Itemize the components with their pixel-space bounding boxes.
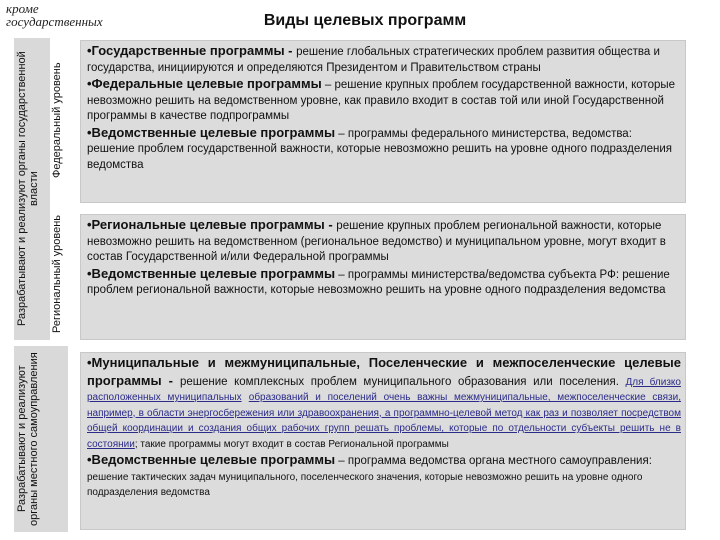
municipal-item2-head: •Ведомственные целевые программы — [87, 452, 336, 467]
federal-item2-text: – решение крупных проблем государственной важности, которые невозможно решить на ведомственном уровне, как правило входит в состав той или иной Государственной программы в качестве подпрограммы — [87, 79, 676, 122]
regional-block — [80, 214, 686, 340]
federal-item3-text: – программы федерального министерства, ведомства: решение проблем государственной важности, которые невозможно решить на уровне одного подразделения ведомства — [87, 127, 672, 171]
page-title: Виды целевых программ — [263, 12, 467, 29]
municipal-block — [80, 352, 686, 530]
corner-note-line1: кроме — [6, 1, 39, 16]
municipal-item1-small: образований и поселений очень важны межмуниципальные, межпоселенческие связи, например, в области энергосбережения или здравоохранения, а программно-целевой метод как раз и позволяет посредством общей координации и создания общих рабочих групп решать проблемы, которые по отдельности субъекты решить не в состоянии — [87, 392, 681, 450]
corner-note-line2: государственных — [6, 14, 103, 29]
municipal-item2-small: решение тактических задач муниципального, поселенческого значения, которые невозможно решить на уровне одного подразделения ведомства — [87, 471, 643, 498]
regional-item2-head: •Ведомственные целевые программы — [87, 265, 336, 281]
federal-item3-head: •Ведомственные целевые программы — [87, 124, 336, 140]
local-authorities-label: Разрабатывают и реализуют органы местного самоуправления — [16, 352, 40, 526]
municipal-item1-link: Для близко расположенных муниципальных — [87, 376, 681, 403]
municipal-item1-text: решение комплексных проблем муниципального образования или поселения. — [179, 375, 626, 388]
federal-item2-head: •Федеральные целевые программы — [87, 76, 322, 91]
federal-level-label: Федеральный уровень — [51, 62, 63, 178]
regional-item2-text: – программы министерства/ведомства субъекта РФ: решение проблем региональной важности, которые невозможно решить на уровне одного подразделения ведомства — [87, 268, 670, 296]
regional-item1-head: •Региональные целевые программы - — [87, 217, 337, 232]
regional-item1-text: решение крупных проблем региональной важности, которые невозможно решить на ведомственном (региональное ведомство) и муниципальном уровне, могут входит в состав Государственной и/или Федеральной программы — [87, 220, 666, 263]
corner-note — [6, 2, 103, 28]
municipal-item1-tail: ; такие программы могут входит в состав Региональной программы — [134, 438, 449, 450]
municipal-item1-head: •Муниципальные и межмуниципальные, Поселенческие и межпоселенческие целевые программы - — [87, 355, 681, 388]
state-authorities-label: Разрабатывают и реализуют органы государственной власти — [16, 51, 40, 327]
municipal-item2-text: – программа ведомства органа местного самоуправления: — [335, 455, 652, 467]
federal-block — [80, 40, 686, 203]
federal-item1-head: •Государственные программы - — [87, 43, 297, 58]
regional-level-label: Региональный уровень — [51, 214, 63, 334]
federal-item1-text: решение глобальных стратегических проблем развития общества и государства, инициируются и определяются Президентом и Правительством страны — [87, 46, 660, 74]
